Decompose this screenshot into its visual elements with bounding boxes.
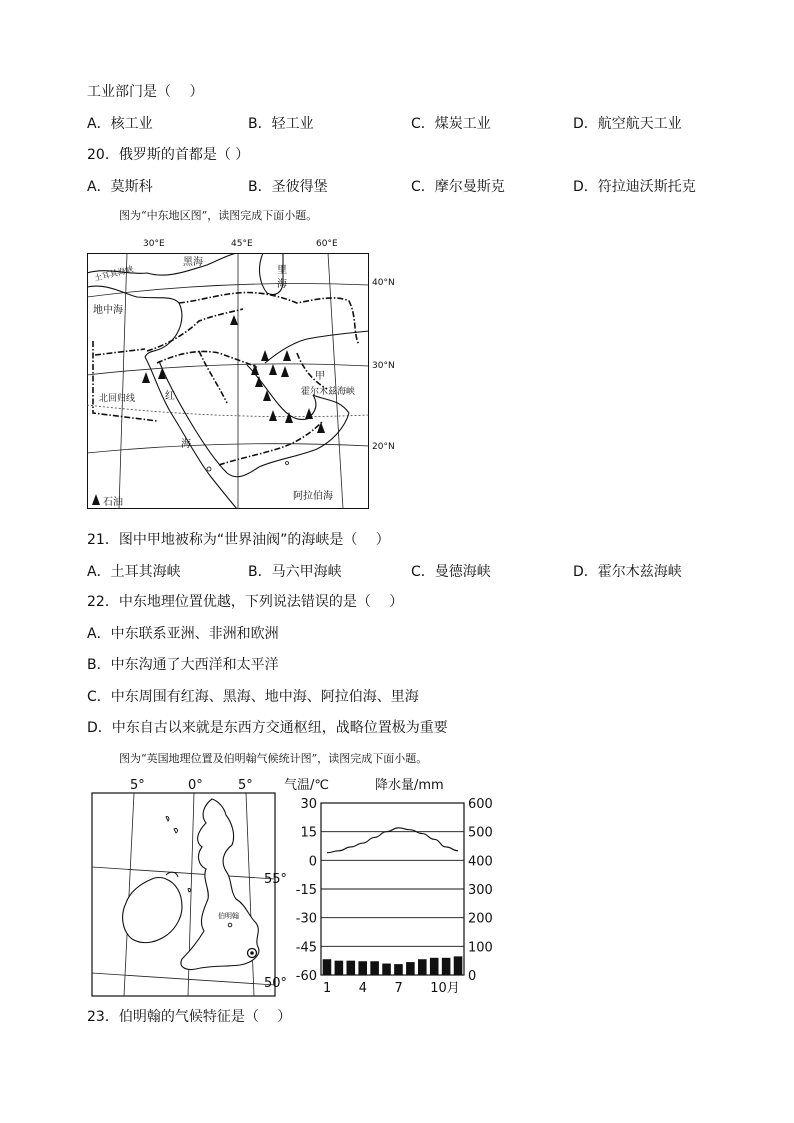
temperature-tick-label: -15 (295, 883, 317, 898)
temperature-axis-label: 气温/℃ (284, 778, 329, 793)
question-20-option-a[interactable]: A．莫斯科 (87, 179, 153, 195)
uk-map (92, 793, 275, 996)
question-21-option-b[interactable]: B．马六甲海峡 (248, 564, 342, 580)
birmingham-label: 伯明翰 (218, 912, 239, 920)
middle-east-map (87, 253, 369, 509)
label-lon-0: 0° (188, 778, 203, 793)
precipitation-tick-label: 300 (468, 883, 493, 898)
label-lon-30e: 30°E (143, 239, 165, 249)
question-19-option-a[interactable]: A．核工业 (87, 116, 153, 132)
label-lat-50: 50° (264, 976, 288, 991)
precipitation-axis-label: 降水量/mm (375, 778, 444, 793)
label-lat-40n: 40°N (372, 278, 395, 288)
precipitation-bar (406, 962, 415, 975)
middle-east-map-intro: 图为“中东地区图”，读图完成下面小题。 (119, 209, 318, 222)
month-tick-label: 7 (394, 981, 403, 996)
temperature-tick-label: -45 (295, 940, 317, 956)
label-mediterranean: 地中海 (93, 305, 123, 316)
label-lon-5e: 5° (238, 778, 253, 793)
temperature-tick-label: 30 (300, 797, 317, 812)
question-22-option-b[interactable]: B．中东沟通了大西洋和太平洋 (87, 657, 279, 673)
label-jia: 甲 (315, 371, 325, 382)
precipitation-tick-label: 400 (468, 854, 493, 870)
precipitation-bar (430, 958, 439, 975)
label-red-sea-2: 海 (181, 439, 191, 450)
precipitation-bar (335, 961, 344, 975)
question-20-stem: 20．俄罗斯的首都是（ ） (87, 147, 250, 163)
question-20-option-d[interactable]: D．符拉迪沃斯托克 (573, 179, 696, 195)
legend-oil-label: 石油 (103, 497, 123, 508)
question-21-option-c[interactable]: C．曼德海峡 (411, 564, 491, 580)
precipitation-bar (323, 959, 332, 975)
precipitation-tick-label: 100 (468, 940, 493, 956)
label-lon-45e: 45°E (231, 239, 253, 249)
label-black-sea: 黑海 (183, 257, 203, 268)
label-caspian-2: 海 (277, 279, 287, 290)
label-lat-20n: 20°N (372, 442, 395, 452)
uk-figure-intro: 图为“英国地理位置及伯明翰气候统计图”，读图完成下面小题。 (119, 752, 428, 765)
question-23-stem: 23．伯明翰的气候特征是（ ） (87, 1009, 292, 1025)
capital-marker-dot (250, 951, 254, 955)
precipitation-tick-label: 500 (468, 825, 493, 841)
precipitation-tick-label: 200 (468, 911, 493, 927)
question-22-option-a[interactable]: A．中东联系亚洲、非洲和欧洲 (87, 626, 279, 642)
label-caspian-1: 里 (277, 265, 287, 276)
label-turkish-straits: 土耳其海峡 (93, 264, 135, 283)
precipitation-bar (418, 959, 427, 975)
question-21-stem: 21．图中甲地被称为“世界油阀”的海峡是（ ） (87, 532, 390, 548)
temperature-tick-label: -60 (295, 969, 317, 984)
precipitation-bar (382, 964, 391, 975)
question-22-stem: 22．中东地理位置优越，下列说法错误的是（ ） (87, 594, 404, 610)
precipitation-bar (454, 956, 463, 975)
question-19-stem: 工业部门是（ ） (87, 84, 204, 100)
precipitation-tick-label: 0 (468, 969, 477, 984)
temperature-tick-label: 15 (300, 825, 317, 841)
question-20-option-b[interactable]: B．圣彼得堡 (248, 179, 328, 195)
month-tick-label: 10月 (430, 981, 460, 996)
precipitation-bar (347, 961, 356, 975)
question-21-option-d[interactable]: D．霍尔木兹海峡 (573, 564, 682, 580)
label-red-sea-1: 红 (165, 391, 175, 402)
question-19-option-c[interactable]: C．煤炭工业 (411, 116, 491, 132)
label-tropic-of-cancer: 北回归线 (99, 394, 136, 404)
question-20-option-c[interactable]: C．摩尔曼斯克 (411, 179, 505, 195)
precipitation-tick-label: 600 (468, 797, 493, 812)
precipitation-bar (370, 961, 379, 975)
question-21-option-a[interactable]: A．土耳其海峡 (87, 564, 181, 580)
month-tick-label: 1 (322, 981, 332, 996)
question-22-option-d[interactable]: D．中东自古以来就是东西方交通枢纽，战略位置极为重要 (87, 720, 448, 736)
question-19-option-d[interactable]: D．航空航天工业 (573, 116, 682, 132)
label-lat-30n: 30°N (372, 361, 395, 371)
uk-figure (86, 775, 496, 1000)
label-arabian-sea: 阿拉伯海 (293, 491, 333, 502)
label-lon-5w: 5° (130, 778, 145, 793)
birmingham-climate-chart (284, 777, 493, 996)
label-lat-55: 55° (264, 872, 288, 887)
temperature-tick-label: 0 (308, 854, 317, 870)
question-19-option-b[interactable]: B．轻工业 (248, 116, 314, 132)
label-hormuz-strait: 霍尔木兹海峡 (301, 387, 356, 397)
precipitation-bar (394, 964, 403, 975)
label-lon-60e: 60°E (316, 239, 338, 249)
precipitation-bar (358, 961, 367, 975)
temperature-tick-label: -30 (295, 911, 317, 927)
question-22-option-c[interactable]: C．中东周围有红海、黑海、地中海、阿拉伯海、里海 (87, 689, 419, 705)
precipitation-bar (442, 958, 451, 975)
month-tick-label: 4 (358, 981, 367, 996)
